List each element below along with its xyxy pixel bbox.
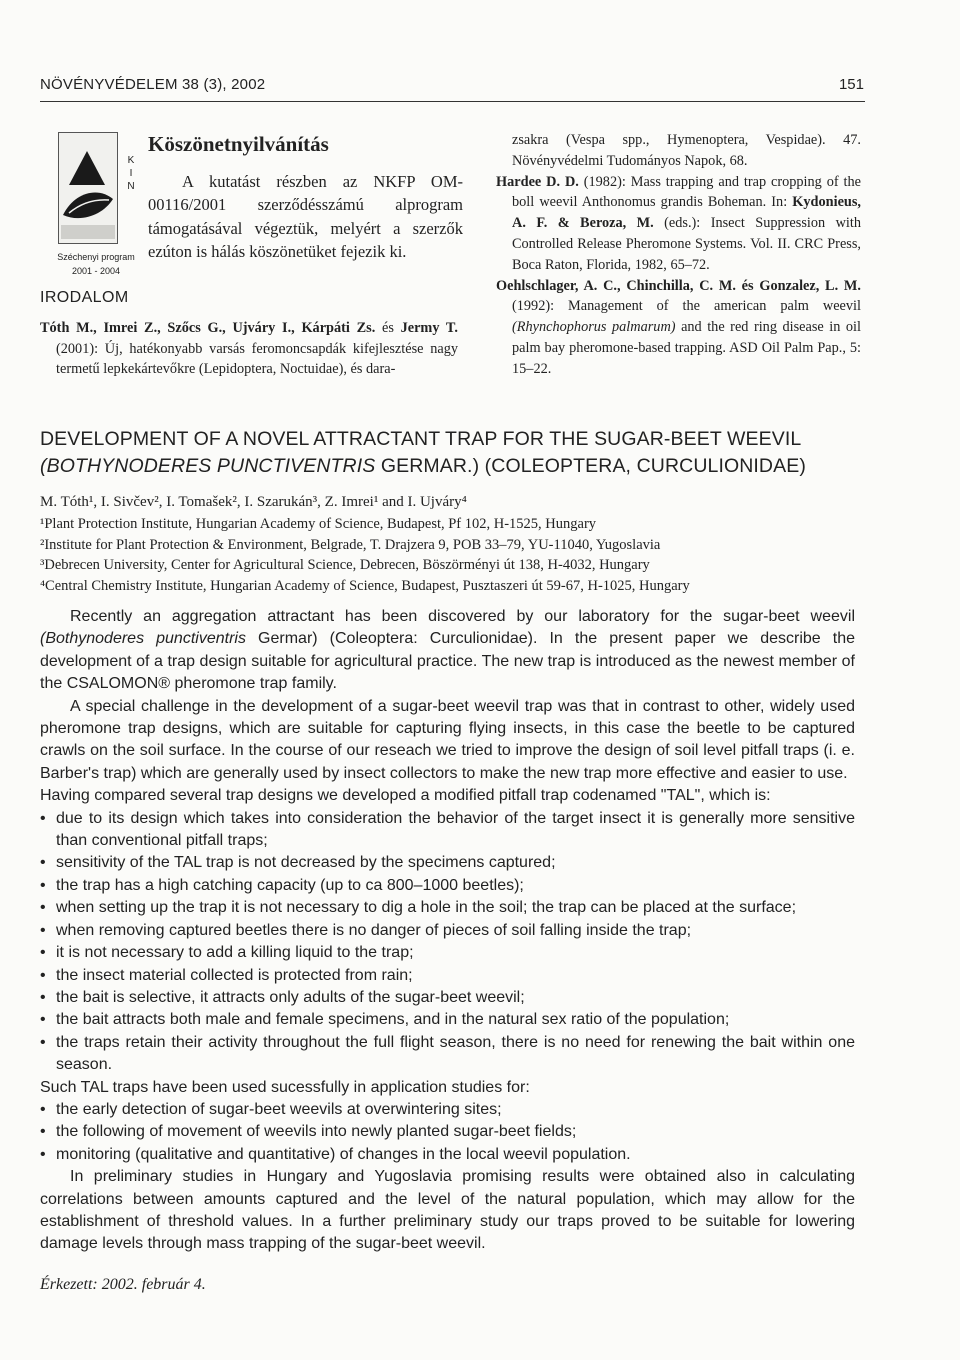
reference-authors: Hardee D. D. xyxy=(496,173,579,190)
article-authors: M. Tóth¹, I. Sivčev², I. Tomašek², I. Szarukán³, Z. Imrei¹ and I. Ujváry⁴ xyxy=(40,494,467,510)
list-item: • sensitivity of the TAL trap is not decreased by the specimens captured; xyxy=(40,852,855,874)
reference-authors: Jermy T. xyxy=(400,320,458,336)
running-head: NÖVÉNYVÉDELEM 38 (3), 2002 xyxy=(40,76,266,93)
paragraph-intro xyxy=(40,606,855,696)
list-item: • the bait is selective, it attracts only adults of the sugar-beet weevil; xyxy=(40,987,855,1009)
list-item: • it is not necessary to add a killing liquid to the trap; xyxy=(40,942,855,964)
list-item: • the trap has a high catching capacity (up to ca 800–1000 beetles); xyxy=(40,875,855,897)
list-item: • the insect material collected is protected from rain; xyxy=(40,965,855,987)
paragraph-trap-intro: Having compared several trap designs we developed a modified pitfall trap codenamed "TAL", which is: xyxy=(40,787,771,805)
reference-right-column xyxy=(496,130,861,380)
reference-left-column xyxy=(40,318,458,380)
affiliation: ¹Plant Protection Institute, Hungarian Academy of Science, Budapest, Pf 102, H-1525, Hungary xyxy=(40,516,597,532)
reference-text: (1992): Management of the american palm weevil xyxy=(512,298,861,315)
logo-caption-program: Széchenyi program xyxy=(57,252,135,262)
affiliation: ⁴Central Chemistry Institute, Hungarian Academy of Science, Budapest, Pusztaszeri út 59-67, H-1025, Hungary xyxy=(40,577,690,594)
paragraph-text: Recently an aggregation attractant has been discovered by our laboratory for the sugar-beet weevil xyxy=(70,608,855,625)
reference-hardee xyxy=(496,172,861,276)
article-title-rest: GERMAR.) (COLEOPTERA, CURCULIONIDAE) xyxy=(380,455,806,477)
species-name: (Bothynoderes punctiventris xyxy=(40,630,246,648)
paragraph-applications: Such TAL traps have been used sucessfully in application studies for: xyxy=(40,1078,530,1096)
received-date: Érkezett: 2002. február 4. xyxy=(40,1276,206,1293)
list-item: • when setting up the trap it is not necessary to dig a hole in the soil; the trap can be placed at the surface; xyxy=(40,897,855,919)
article-body xyxy=(40,606,855,1256)
list-item: • monitoring (qualitative and quantitative) of changes in the local weevil population. xyxy=(40,1144,855,1166)
trap-features-list xyxy=(40,808,855,1077)
header-rule xyxy=(40,101,865,102)
article-title xyxy=(40,426,880,480)
affiliation: ³Debrecen University, Center for Agricultural Science, Debrecen, Böszörményi út 138, H-4032, Hungary xyxy=(40,557,650,573)
article-title-species: (BOTHYNODERES PUNCTIVENTRIS xyxy=(40,455,376,477)
logo-caption-years: 2001 - 2004 xyxy=(71,266,121,276)
reference-text: (eds.): Insect Suppression with Controlled Release Pheromone Systems. Vol. II. CRC Press, Boca Raton, Florida, 1982, 65–72. xyxy=(512,215,861,273)
affiliations xyxy=(40,514,880,596)
references-title: IRODALOM xyxy=(40,289,129,306)
reference-authors: Oehlschlager, A. C., Chinchilla, C. M. és Gonzalez, L. M. xyxy=(496,277,861,294)
article-title-line2 xyxy=(40,453,880,480)
acknowledgement-text: A kutatást részben az NKFP OM-00116/2001 szerződésszámú alprogram támogatásával végeztük, melyért a szerzők ezúton is hálás köszönetüket fejezik ki. xyxy=(148,172,463,262)
list-item: • the early detection of sugar-beet weevils at overwintering sites; xyxy=(40,1099,855,1121)
paragraph-challenge: A special challenge in the development of a sugar-beet weevil trap was that in contrast to other, widely used pheromone trap designs, which are suitable for capturing flying insects, in this case the beetle to be captured crawls on the soil surface. In the course of our reseach we tried to improve the design of soil level pitfall traps (i. e. Barber's trap) which are generally used by insect collectors to make the new trap more effective and easier to use. xyxy=(40,697,855,782)
szechenyi-program-logo xyxy=(40,132,152,282)
reference-authors: Tóth M., Imrei Z., Szőcs G., Ujváry I., Kárpáti Zs. xyxy=(40,320,376,336)
article-title-line1: DEVELOPMENT OF A NOVEL ATTRACTANT TRAP FOR THE SUGAR-BEET WEEVIL xyxy=(40,428,802,450)
reference-toth xyxy=(40,318,458,380)
reference-text: and the red ring disease in oil palm bay pheromone-based trapping. ASD Oil Palm Pap., 5: 15–22. xyxy=(512,319,861,377)
reference-editors: Kydonieus, A. F. & Beroza, M. xyxy=(512,194,862,232)
list-item: • the bait attracts both male and female specimens, and in the natural sex ratio of the population; xyxy=(40,1009,855,1031)
list-item: • the following of movement of weevils into newly planted sugar-beet fields; xyxy=(40,1121,855,1143)
list-item: • when removing captured beetles there is no danger of pieces of soil falling inside the trap; xyxy=(40,920,855,942)
affiliation: ²Institute for Plant Protection & Environment, Belgrade, T. Drajzera 9, POB 33–79, YU-11040, Yugoslavia xyxy=(40,536,661,553)
reference-and: és xyxy=(381,320,394,336)
page-number: 151 xyxy=(838,76,864,93)
reference-text: (2001): Új, hatékonyabb varsás feromoncsapdák kifejlesztése nagy termetű lepkekártevőkre (Lepidoptera, Noctuidae), és dara- xyxy=(56,340,458,377)
applications-list xyxy=(40,1099,855,1166)
acknowledgement-body xyxy=(148,170,463,264)
leaf-logo-icon xyxy=(59,133,117,243)
acknowledgement-title: Köszönetnyilvánítás xyxy=(148,132,329,156)
reference-toth-continued: zsakra (Vespa spp., Hymenoptera, Vespidae). 47. Növényvédelmi Tudományos Napok, 68. xyxy=(512,132,861,169)
paragraph-preliminary: In preliminary studies in Hungary and Yugoslavia promising results were obtained also in calculating correlations between amounts captured and the level of the natural population, which may allow for the establishment of threshold values. In a further preliminary study our traps proved to be suitable for lowering damage levels through mass trapping of the sugar-beet weevil. xyxy=(40,1168,855,1253)
reference-text: (1982): Mass trapping and trap cropping of the boll weevil Anthonomus grandis Boheman. In: xyxy=(512,173,861,211)
list-item: • due to its design which takes into consideration the behavior of the target insect it is generally more sensitive than conventional pitfall traps; xyxy=(40,808,855,853)
logo-box xyxy=(58,132,118,244)
list-item: • the traps retain their activity throughout the full flight season, there is no need for renewing the bait within one season. xyxy=(40,1032,855,1077)
reference-species: (Rhynchophorus palmarum) xyxy=(512,319,676,336)
logo-letters: K I N xyxy=(127,155,135,192)
reference-oehlschlager xyxy=(496,276,861,380)
paragraph-text: Germar) (Coleoptera: Curculionidae). In the present paper we describe the development of a trap design suitable for agricultural practice. The new trap is introduced as the newest member of the CSALOMON® pheromone trap family. xyxy=(40,630,856,693)
